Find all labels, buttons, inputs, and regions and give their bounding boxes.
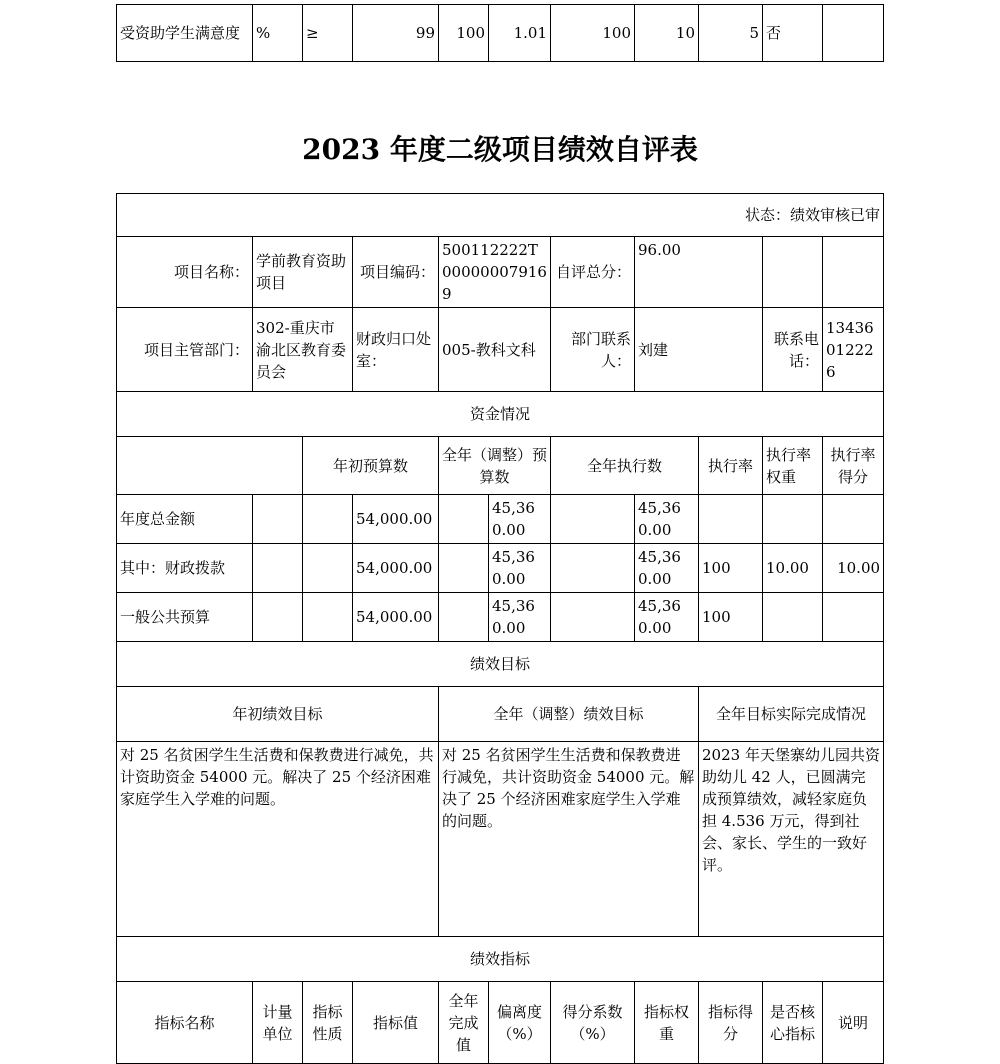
fund-initial: 54,000.00 [353,544,439,593]
contact-value: 刘建 [635,308,763,392]
indicator-coef: 100 [551,5,635,62]
fund-row-label: 年度总金额 [117,495,253,544]
funds-header-rate: 执行率 [699,437,763,495]
project-name-label: 项目名称： [117,237,253,308]
table-row [117,593,884,642]
dept-label: 项目主管部门： [117,308,253,392]
ind-header-deviation: 偏离度（%） [489,982,551,1064]
goals-actual-header: 全年目标实际完成情况 [699,687,884,742]
fund-rate: 100 [699,593,763,642]
project-code-label: 项目编码： [353,237,439,308]
ind-header-value: 指标值 [353,982,439,1064]
goals-initial-text: 对 25 名贫困学生生活费和保教费进行减免，共计资助资金 54000 元。解决了 25 个经济困难家庭学生入学难的问题。 [117,742,439,937]
ind-header-coef: 得分系数（%） [551,982,635,1064]
page-title: 2023 年度二级项目绩效自评表 [302,133,698,166]
fund-weight [763,495,823,544]
fund-row-label: 其中：财政拨款 [117,544,253,593]
finance-office-value: 005-教科文科 [439,308,551,392]
ind-header-name: 指标名称 [117,982,253,1064]
ind-header-unit: 计量单位 [253,982,303,1064]
fund-row-label: 一般公共预算 [117,593,253,642]
table-row [117,544,884,593]
project-name-value: 学前教育资助项目 [253,237,353,308]
fund-executed: 45,360.00 [635,593,699,642]
indicator-score: 5 [699,5,763,62]
contact-label: 部门联系人： [551,308,635,392]
empty-cell [439,495,489,544]
indicator-nature: ≥ [303,5,353,62]
table-row [117,495,884,544]
fund-rate: 100 [699,544,763,593]
funds-header-initial: 年初预算数 [303,437,439,495]
indicator-row-table [116,4,884,62]
finance-office-label: 财政归口处室： [353,308,439,392]
indicator-weight: 10 [635,5,699,62]
ind-header-note: 说明 [823,982,884,1064]
empty-cell [551,495,635,544]
empty-cell [303,495,353,544]
indicator-is-core: 否 [763,5,823,62]
ind-header-weight: 指标权重 [635,982,699,1064]
goals-actual-text: 2023 年天堡寨幼儿园共资助幼儿 42 人，已圆满完成预算绩效，减轻家庭负担 4.536 万元，得到社会、家长、学生的一致好评。 [699,742,884,937]
fund-initial: 54,000.00 [353,593,439,642]
funds-section-title: 资金情况 [117,392,884,437]
fund-score [823,593,884,642]
fund-weight: 10.00 [763,544,823,593]
empty-cell [253,544,303,593]
empty-cell [439,593,489,642]
indicator-unit: % [253,5,303,62]
self-score-value: 96.00 [635,237,763,308]
indicators-section-title: 绩效指标 [117,937,884,982]
fund-rate [699,495,763,544]
ind-header-completion: 全年完成值 [439,982,489,1064]
empty-cell [439,544,489,593]
fund-executed: 45,360.00 [635,544,699,593]
fund-weight [763,593,823,642]
empty-cell [303,593,353,642]
empty-cell [763,237,823,308]
funds-header-score: 执行率得分 [823,437,884,495]
goals-initial-header: 年初绩效目标 [117,687,439,742]
indicator-completion: 100 [439,5,489,62]
fund-executed: 45,360.00 [635,495,699,544]
empty-cell [551,593,635,642]
indicator-name: 受资助学生满意度 [117,5,253,62]
fund-score: 10.00 [823,544,884,593]
phone-label: 联系电话： [763,308,823,392]
empty-cell [551,544,635,593]
goals-adjusted-text: 对 25 名贫困学生生活费和保教费进行减免，共计资助资金 54000 元。解决了 25 个经济困难家庭学生入学难的问题。 [439,742,699,937]
funds-header-weight: 执行率权重 [763,437,823,495]
fund-adjusted: 45,360.00 [489,495,551,544]
fund-initial: 54,000.00 [353,495,439,544]
phone-value: 13436012226 [823,308,884,392]
empty-cell [303,544,353,593]
ind-header-nature: 指标性质 [303,982,353,1064]
dept-value: 302-重庆市渝北区教育委员会 [253,308,353,392]
empty-cell [253,593,303,642]
status-text: 状态：绩效审核已审 [117,194,884,237]
fund-adjusted: 45,360.00 [489,544,551,593]
fund-score [823,495,884,544]
empty-cell [253,495,303,544]
indicator-note [823,5,884,62]
project-code-value: 500112222T000000079169 [439,237,551,308]
self-score-label: 自评总分： [551,237,635,308]
ind-header-is-core: 是否核心指标 [763,982,823,1064]
empty-cell [117,437,303,495]
evaluation-table [116,193,884,1064]
fund-adjusted: 45,360.00 [489,593,551,642]
indicator-deviation: 1.01 [489,5,551,62]
goals-section-title: 绩效目标 [117,642,884,687]
funds-header-adjusted: 全年（调整）预算数 [439,437,551,495]
ind-header-score: 指标得分 [699,982,763,1064]
funds-header-executed: 全年执行数 [551,437,699,495]
empty-cell [823,237,884,308]
indicator-value: 99 [353,5,439,62]
goals-adjusted-header: 全年（调整）绩效目标 [439,687,699,742]
